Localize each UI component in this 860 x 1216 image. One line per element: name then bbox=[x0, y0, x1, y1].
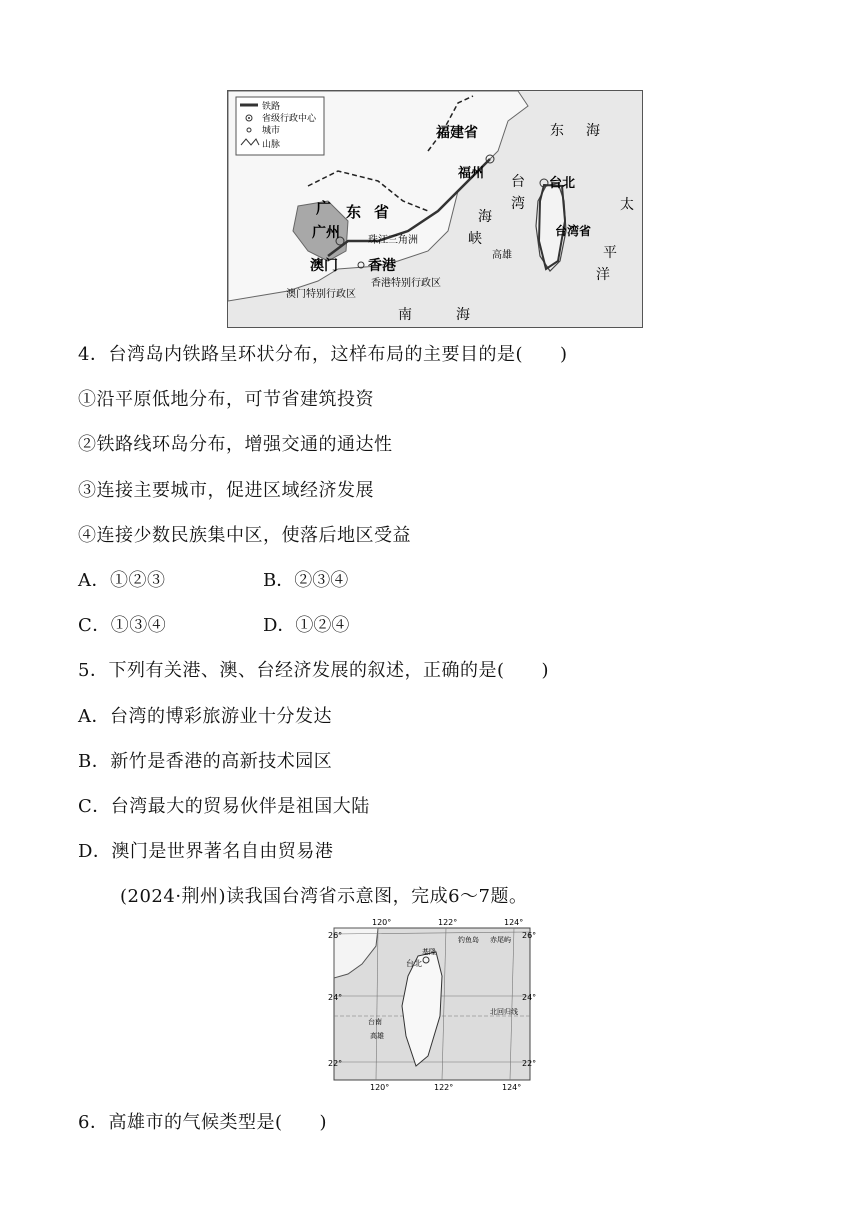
label-diaoyu: 钓鱼岛 bbox=[458, 936, 479, 944]
q4-item-2: ②铁路线环岛分布，增强交通的通达性 bbox=[78, 434, 393, 455]
label-donghai-1: 东 bbox=[550, 123, 564, 139]
label-taibei: 台北 bbox=[549, 176, 576, 191]
label-chiwei: 赤尾屿 bbox=[490, 936, 511, 944]
q4-item-4: ④连接少数民族集中区，使落后地区受益 bbox=[78, 525, 411, 546]
taiwan-map bbox=[318, 916, 542, 1094]
label-gd-1: 广 bbox=[316, 199, 332, 217]
label-strait-1: 台 bbox=[511, 174, 525, 190]
label-macao: 澳门 bbox=[310, 258, 338, 274]
q6-stem: 6．高雄市的气候类型是( ) bbox=[78, 1112, 327, 1133]
q4-option-a: A．①②③ bbox=[78, 570, 166, 591]
q4-option-d: D．①②④ bbox=[263, 615, 350, 636]
label-prd: 珠江三角洲 bbox=[368, 235, 418, 246]
q4-stem: 4．台湾岛内铁路呈环状分布，这样布局的主要目的是( ) bbox=[78, 344, 568, 365]
lon-124-bottom: 124° bbox=[502, 1083, 522, 1092]
label-gd-2: 东 bbox=[346, 203, 362, 221]
label-tropic: 北回归线 bbox=[490, 1008, 518, 1016]
regional-map bbox=[227, 90, 643, 328]
taiwan-map-svg bbox=[318, 916, 542, 1094]
label-keelung: 基隆 bbox=[422, 948, 436, 956]
label-donghai-2: 海 bbox=[586, 123, 600, 139]
label-pacific-2: 平 bbox=[603, 245, 617, 261]
label-macao-sar: 澳门特别行政区 bbox=[286, 289, 356, 300]
regional-map-svg bbox=[228, 91, 642, 327]
q5-option-a: A．台湾的博彩旅游业十分发达 bbox=[78, 706, 332, 727]
legend-mountain: 山脉 bbox=[262, 140, 281, 150]
label-strait-2: 湾 bbox=[511, 196, 525, 212]
label-gaoxiong-2: 高雄 bbox=[370, 1032, 384, 1040]
label-gd-3: 省 bbox=[374, 203, 390, 221]
q4-item-3: ③连接主要城市，促进区域经济发展 bbox=[78, 480, 374, 501]
label-pacific-1: 太 bbox=[620, 197, 634, 213]
lat-24-left: 24° bbox=[328, 993, 343, 1002]
lon-120-bottom: 120° bbox=[370, 1083, 390, 1092]
label-gaoxiong: 高雄 bbox=[492, 250, 512, 261]
q5-option-d: D．澳门是世界著名自由贸易港 bbox=[78, 841, 334, 862]
q4-item-1: ①沿平原低地分布，可节省建筑投资 bbox=[78, 389, 374, 410]
lat-26-right: 26° bbox=[522, 931, 537, 940]
q4-option-b: B．②③④ bbox=[263, 570, 349, 591]
lon-122-top: 122° bbox=[438, 918, 458, 927]
q5-option-c: C．台湾最大的贸易伙伴是祖国大陆 bbox=[78, 796, 370, 817]
label-hk-sar: 香港特别行政区 bbox=[371, 278, 441, 289]
q5-option-b: B．新竹是香港的高新技术园区 bbox=[78, 751, 333, 772]
label-tainan: 台南 bbox=[368, 1018, 382, 1026]
lat-22-right: 22° bbox=[522, 1059, 537, 1068]
intro-text: (2024·荆州)读我国台湾省示意图，完成6～7题。 bbox=[120, 886, 528, 907]
legend-city: 城市 bbox=[262, 126, 281, 136]
lat-26-left: 26° bbox=[328, 931, 343, 940]
label-hk: 香港 bbox=[368, 258, 396, 274]
label-fuzhou: 福州 bbox=[458, 166, 485, 181]
q5-stem: 5．下列有关港、澳、台经济发展的叙述，正确的是( ) bbox=[78, 660, 549, 681]
q4-option-c: C．①③④ bbox=[78, 615, 167, 636]
label-strait-3: 海 bbox=[478, 209, 492, 225]
label-nanhai-2: 海 bbox=[456, 307, 470, 323]
lat-22-left: 22° bbox=[328, 1059, 343, 1068]
label-pacific-3: 洋 bbox=[596, 267, 610, 283]
lon-122-bottom: 122° bbox=[434, 1083, 454, 1092]
label-taibei-2: 台北 bbox=[406, 959, 422, 968]
lon-120-top: 120° bbox=[372, 918, 392, 927]
label-strait-4: 峡 bbox=[468, 231, 482, 247]
legend-capital: 省级行政中心 bbox=[262, 114, 317, 124]
lon-124-top: 124° bbox=[504, 918, 524, 927]
legend-rail: 铁路 bbox=[262, 102, 281, 112]
label-taiwan-province: 台湾省 bbox=[555, 224, 592, 238]
label-guangzhou: 广州 bbox=[312, 225, 340, 241]
lat-24-right: 24° bbox=[522, 993, 537, 1002]
label-nanhai-1: 南 bbox=[398, 307, 412, 323]
label-fujian: 福建省 bbox=[436, 125, 478, 141]
